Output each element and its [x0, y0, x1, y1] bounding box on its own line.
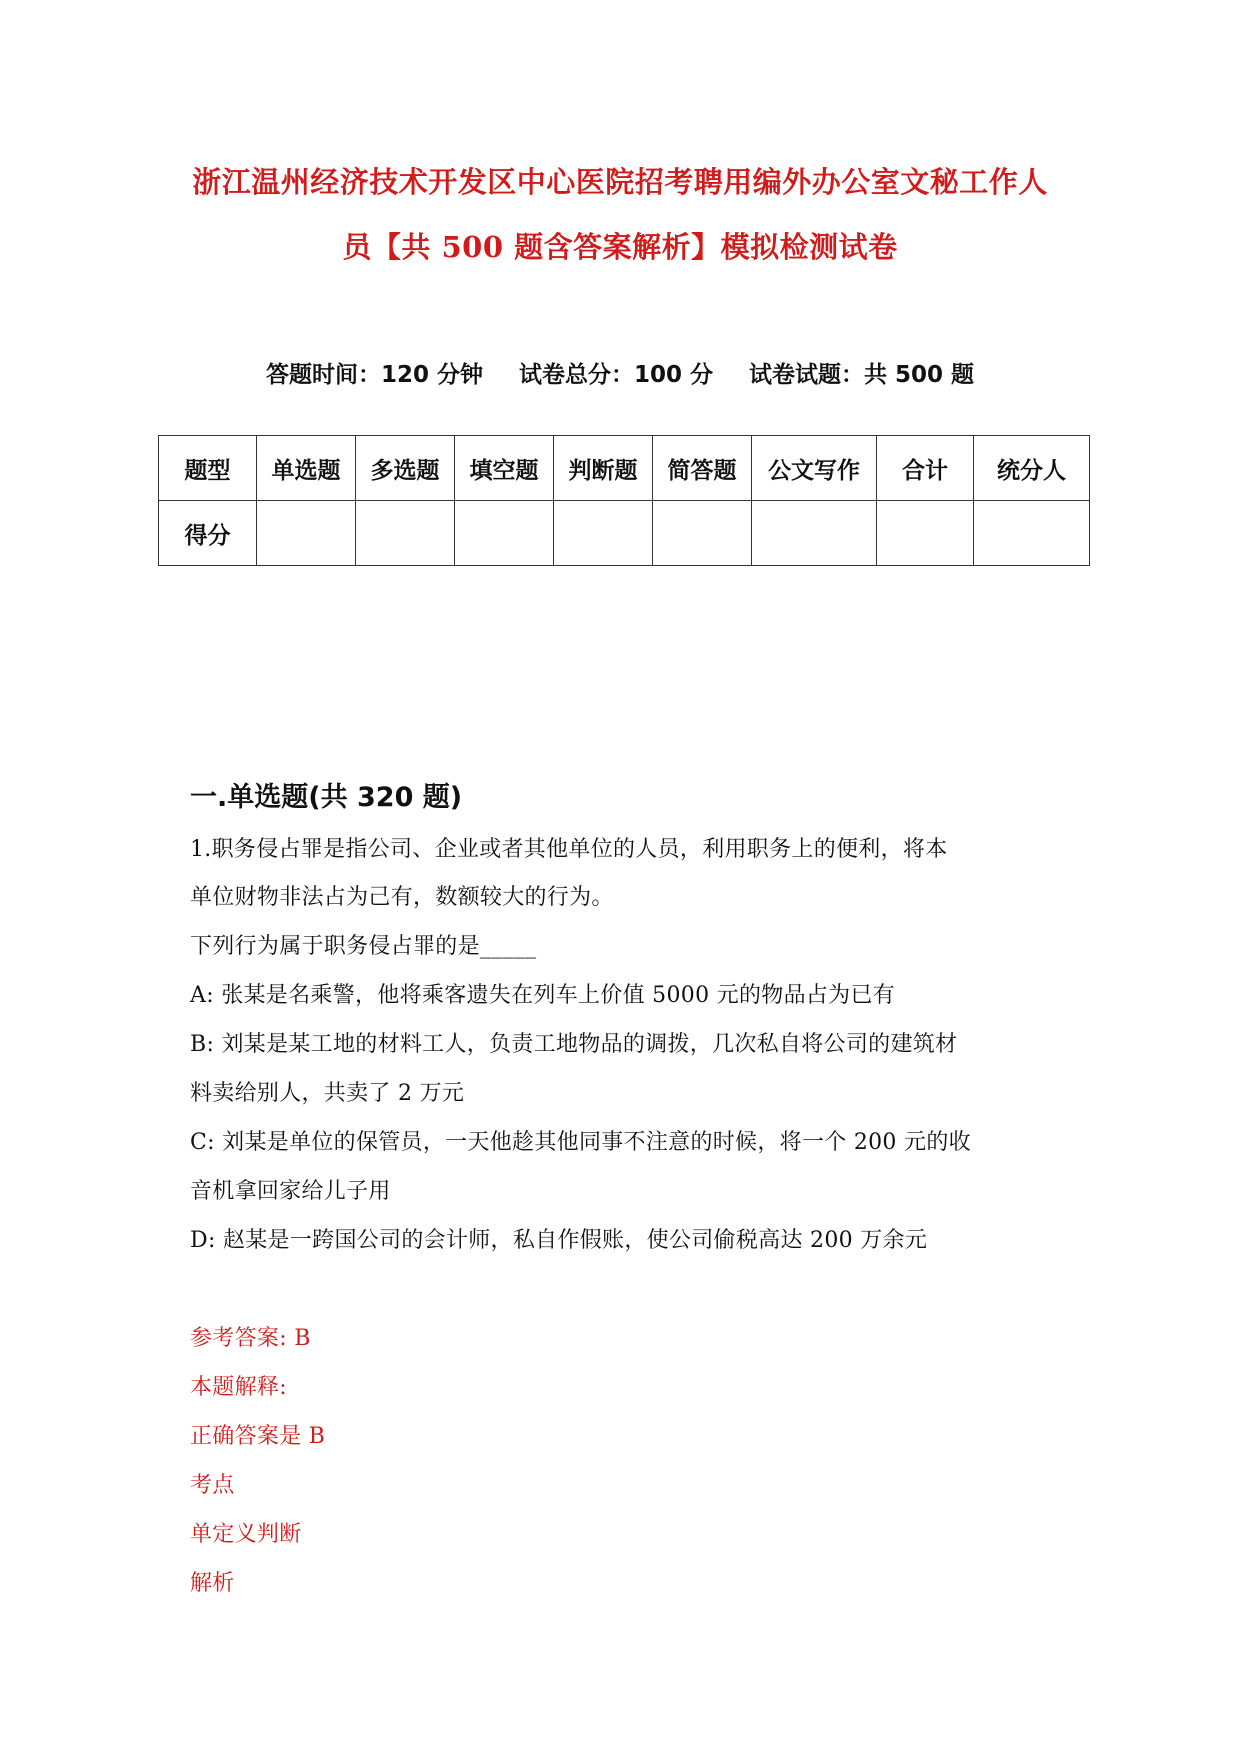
score-row-label: 得分	[159, 501, 257, 566]
exam-title-line-1: 浙江温州经济技术开发区中心医院招考聘用编外办公室文秘工作人	[192, 165, 1048, 199]
score-cell	[554, 501, 653, 566]
header-cell-single-choice: 单选题	[257, 436, 356, 501]
option-b-line-1: B: 刘某是某工地的材料工人，负责工地物品的调拨，几次私自将公司的建筑材	[190, 1032, 958, 1057]
option-c-line-1: C: 刘某是单位的保管员，一天他趁其他同事不注意的时候，将一个 200 元的收	[190, 1130, 971, 1155]
score-table-score-row	[159, 501, 1090, 566]
header-cell-true-false: 判断题	[554, 436, 653, 501]
score-cell	[356, 501, 455, 566]
section-heading: 一.单选题(共 320 题)	[190, 782, 463, 813]
explanation-label: 本题解释:	[190, 1375, 287, 1400]
header-cell-fill-blank: 填空题	[455, 436, 554, 501]
option-b-line-2: 料卖给别人，共卖了 2 万元	[190, 1081, 465, 1106]
header-cell-scorer: 统分人	[974, 436, 1090, 501]
header-cell-document-writing: 公文写作	[752, 436, 877, 501]
reference-answer: 参考答案: B	[190, 1326, 311, 1351]
header-cell-type: 题型	[159, 436, 257, 501]
option-a: A: 张某是名乘警，他将乘客遗失在列车上价值 5000 元的物品占为已有	[190, 983, 896, 1008]
score-cell	[455, 501, 554, 566]
exam-question-count: 试卷试题：共 500 题	[749, 362, 975, 388]
exam-title-line-2: 员【共 500 题含答案解析】模拟检测试卷	[342, 230, 898, 264]
score-cell	[653, 501, 752, 566]
score-table	[158, 435, 1090, 566]
option-d: D: 赵某是一跨国公司的会计师，私自作假账，使公司偷税高达 200 万余元	[190, 1228, 928, 1253]
score-cell	[877, 501, 974, 566]
header-cell-multi-choice: 多选题	[356, 436, 455, 501]
option-c-line-2: 音机拿回家给儿子用	[190, 1179, 391, 1204]
question-prompt: 下列行为属于职务侵占罪的是_____	[190, 934, 537, 959]
score-cell	[752, 501, 877, 566]
correct-answer: 正确答案是 B	[190, 1424, 326, 1449]
header-cell-total: 合计	[877, 436, 974, 501]
exam-total-score: 试卷总分：100 分	[518, 362, 714, 388]
header-cell-short-answer: 简答题	[653, 436, 752, 501]
exam-time: 答题时间：120 分钟	[265, 362, 483, 388]
score-cell	[257, 501, 356, 566]
key-point: 单定义判断	[190, 1522, 302, 1547]
analysis-label: 解析	[190, 1571, 235, 1596]
score-cell	[974, 501, 1090, 566]
key-point-label: 考点	[190, 1473, 235, 1498]
question-stem-line-2: 单位财物非法占为己有，数额较大的行为。	[190, 885, 614, 910]
question-stem-line-1: 1.职务侵占罪是指公司、企业或者其他单位的人员，利用职务上的便利，将本	[190, 837, 948, 862]
score-table-header-row	[159, 436, 1090, 501]
exam-meta	[0, 358, 1240, 392]
